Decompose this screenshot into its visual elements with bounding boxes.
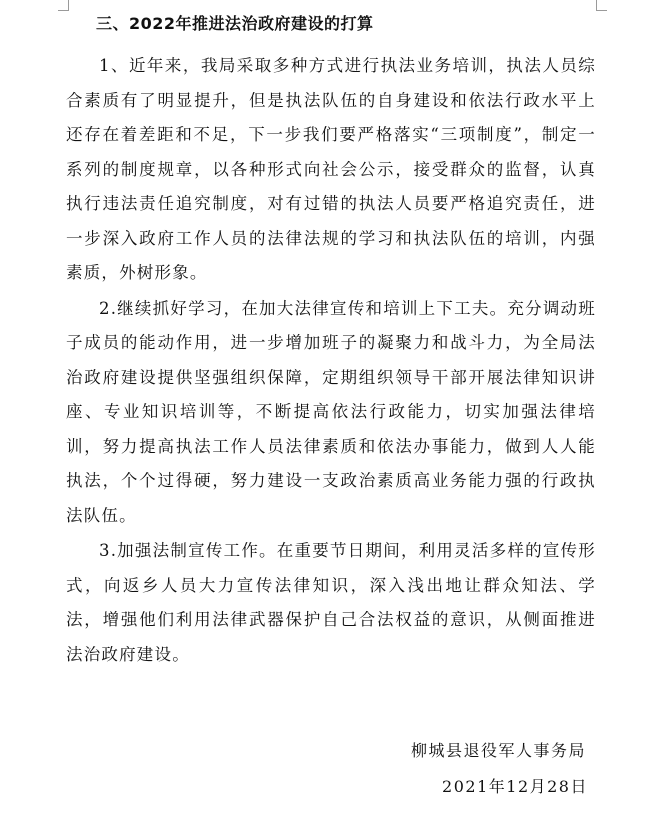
- margin-corner-mark-top-right: [596, 0, 607, 11]
- document-body: [66, 14, 596, 672]
- margin-corner-mark-top-left: [58, 0, 69, 11]
- section-heading: 三、2022年推进法治政府建设的打算: [96, 14, 374, 33]
- signature-organization: 柳城县退役军人事务局: [410, 741, 586, 760]
- paragraph-3: 3.加强法制宣传工作。在重要节日期间，利用灵活多样的宣传形式，向返乡人员大力宣传法律知识，深入浅出地让群众知法、学法，增强他们利用法律武器保护自己合法权益的意识，从侧面推进法治政府建设。: [66, 541, 596, 664]
- paragraph-1: 1、近年来，我局采取多种方式进行执法业务培训，执法人员综合素质有了明显提升，但是执法队伍的自身建设和依法行政水平上还存在着差距和不足，下一步我们要严格落实“三项制度”，制定一系列的制度规章，以各种形式向社会公示，接受群众的监督，认真执行违法责任追究制度，对有过错的执法人员要严格追究责任，进一步深入政府工作人员的法律法规的学习和执法队伍的培训，内强素质，外树形象。: [66, 56, 596, 282]
- paragraph-2: 2.继续抓好学习，在加大法律宣传和培训上下工夫。充分调动班子成员的能动作用，进一步增加班子的凝聚力和战斗力，为全局法治政府建设提供坚强组织保障，定期组织领导干部开展法律知识讲座、专业知识培训等，不断提高依法行政能力，切实加强法律培训，努力提高执法工作人员法律素质和依法办事能力，做到人人能执法，个个过得硬，努力建设一支政治素质高业务能力强的行政执法队伍。: [66, 298, 596, 525]
- signature-date: 2021年12月28日: [442, 777, 588, 796]
